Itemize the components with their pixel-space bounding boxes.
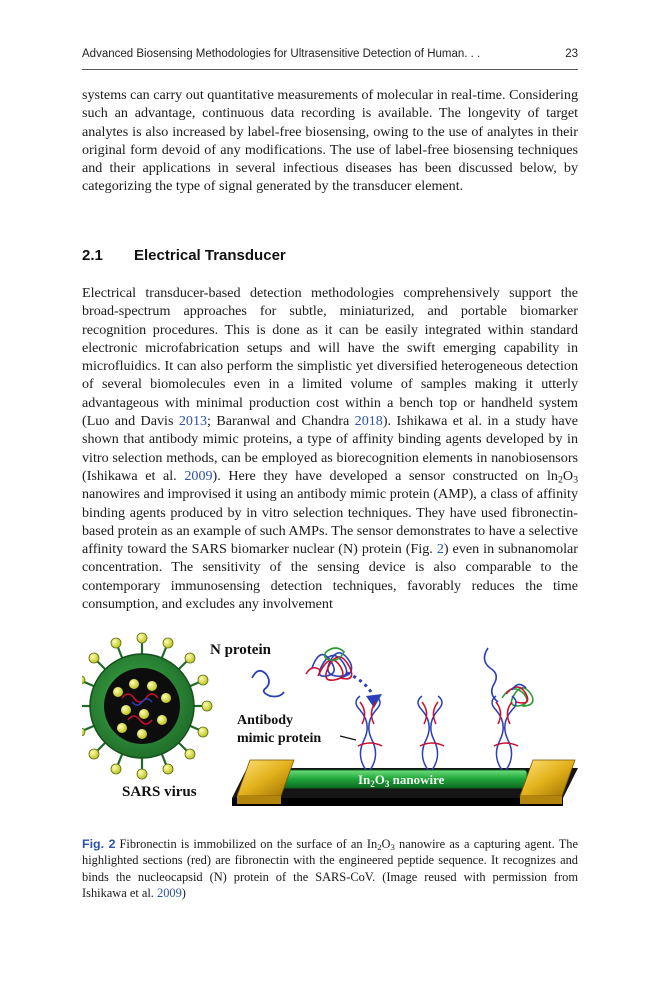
paragraph-2-text: ; Baranwal and Chandra bbox=[207, 413, 355, 430]
label-nanowire-sub: 3 bbox=[384, 779, 390, 789]
paragraph-2-text: ). Ishikawa et al. in a study have shown that antibody mimic proteins, a type of affinity binding agents developed by in vitro selection methods, can be employed as biorecognition elements in nanobiosensors (Ishikawa et al. bbox=[82, 413, 578, 484]
running-title: Advanced Biosensing Methodologies for Ultrasensitive Detection of Human. . . bbox=[82, 48, 481, 60]
mimic-protein-3 bbox=[492, 696, 518, 770]
subscript: 3 bbox=[390, 842, 395, 853]
caption-text: ) bbox=[181, 885, 186, 900]
mimic-protein-1 bbox=[356, 696, 382, 770]
citation-link[interactable]: 2009 bbox=[157, 885, 182, 900]
subscript: 2 bbox=[377, 842, 382, 853]
figure-2 bbox=[82, 628, 578, 828]
running-head bbox=[82, 48, 578, 60]
n-protein-chain bbox=[252, 671, 284, 697]
right-electrode bbox=[520, 760, 575, 804]
citation-link[interactable]: 2018 bbox=[354, 413, 383, 430]
label-nanowire-part: nanowire bbox=[389, 772, 445, 787]
label-mimic-protein: mimic protein bbox=[237, 731, 322, 746]
section-heading bbox=[82, 247, 286, 264]
n-protein-tangle bbox=[306, 648, 352, 680]
sars-virus bbox=[82, 633, 212, 779]
figure-caption bbox=[82, 836, 578, 901]
caption-text: nanowire as a capturing agent. The highlighted sections (red) are fibronectin with the engineered peptide sequence. It recognizes and binds the nucleocapsid (N) protein of the SARS-CoV. (Image reused with permission from Ishikawa et al. bbox=[82, 837, 578, 900]
label-pointer bbox=[340, 736, 356, 740]
citation-link[interactable]: 2013 bbox=[178, 413, 208, 430]
caption-label: Fig. 2 bbox=[82, 837, 116, 851]
figure-link[interactable]: 2 bbox=[436, 541, 444, 558]
label-nanowire-part: O bbox=[374, 772, 385, 787]
label-n-protein: N protein bbox=[210, 642, 271, 658]
figure-2-illustration bbox=[82, 628, 578, 828]
paragraph-2-text: ). Here they have developed a sensor constructed on ln bbox=[212, 467, 558, 484]
citation-link[interactable]: 2009 bbox=[184, 467, 213, 484]
n-protein-bound bbox=[484, 648, 532, 706]
section-number: 2.1 bbox=[82, 247, 103, 264]
binding-arrow bbox=[347, 673, 382, 708]
paragraph-2-text: nanowires and improvised it using an antibody mimic protein (AMP), a class of affinity binding agents produced by in vitro selection techniques. They have used fibronectin-based protein as an example of such AMPs. The sensor demonstrates to have a selective affinity toward the SARS biomarker nuclear (N) protein (Fig. bbox=[82, 486, 578, 558]
header-rule bbox=[82, 69, 578, 70]
antibody-mimic-proteins bbox=[356, 696, 518, 770]
label-antibody: Antibody bbox=[237, 713, 294, 728]
paragraph-2-text: O bbox=[562, 467, 574, 484]
caption-text: O bbox=[381, 837, 391, 851]
paragraph-1: systems can carry out quantitative measurements of molecular in real-time. Considering such an advantage, continuous data recording is available. The longevity of target analytes is also increased by label-free biosensing, owing to the use of analytes in their original form devoid of any modifications. The use of label-free biosensing techniques and their applications in several infectious diseases has been discussed below, by categorizing the type of signal generated by the transducer element. bbox=[82, 87, 578, 195]
subscript: 3 bbox=[573, 474, 578, 486]
label-nanowire-part: In bbox=[358, 772, 371, 787]
paragraph-2 bbox=[82, 284, 578, 613]
paragraph-2-text: ) even in subnanomolar concentration. The sensitivity of the sensing device is also comparable to the contemporary immunosensing detection techniques, favorably reduces the time consumption, and excludes any involvement bbox=[82, 541, 578, 613]
section-title: Electrical Transducer bbox=[134, 247, 286, 264]
page-number: 23 bbox=[565, 48, 578, 60]
label-sars-virus: SARS virus bbox=[122, 784, 197, 800]
label-nanowire-sub: 2 bbox=[370, 779, 375, 789]
mimic-protein-2 bbox=[418, 696, 444, 770]
paragraph-2-text: Electrical transducer-based detection methodologies comprehensively support the broad-spectrum approaches for subtle, miniaturized, and portable biomarker recognition procedures. This is done as it can be easily integrated within standard electronic microfabrication setups and will have the swift emerging capability in microfluidics. It can also perform the simplistic yet diversified heterogeneous detection of several biomolecules even in a limited volume of samples making it utterly advantageous with minimal production cost within a bench top or handheld system (Luo and Davis bbox=[82, 285, 578, 430]
subscript: 2 bbox=[557, 474, 563, 486]
caption-text: Fibronectin is immobilized on the surface of an In bbox=[119, 837, 378, 851]
